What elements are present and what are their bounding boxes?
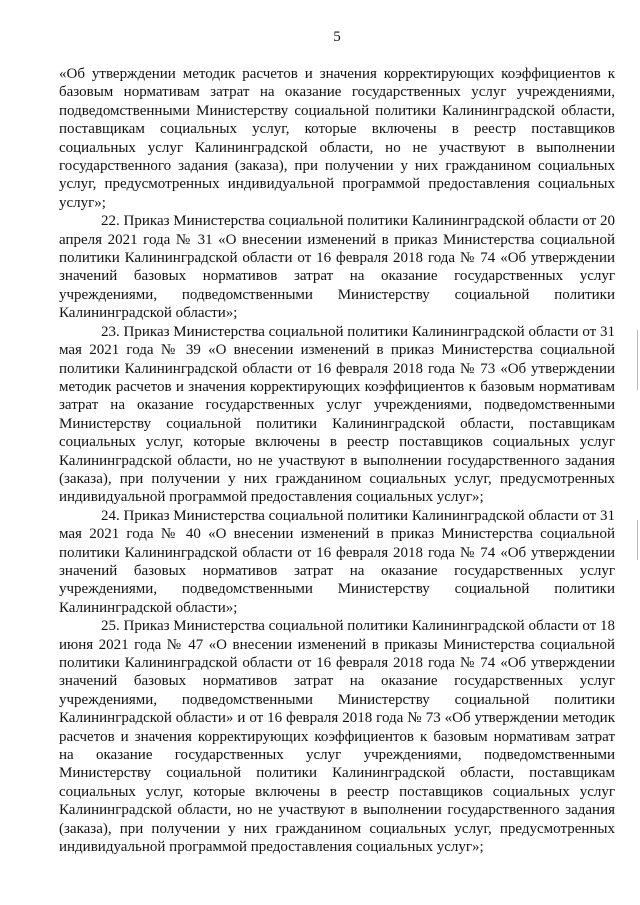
list-item-24: 24. Приказ Министерства социальной политики Калининградской области от 31 мая 2021 года № 40 «О внесении изменений в приказ Министерства социальной политики Калининградской области от 16 февраля 2018 года № 74 «Об утверждении значений базовых нормативов затрат на оказание государственных услуг учреждениями, подведомственными Министерству социальной политики Калининградской области»; — [59, 507, 615, 616]
list-item-25: 25. Приказ Министерства социальной политики Калининградской области от 18 июня 2021 года № 47 «О внесении изменений в приказы Министерства социальной политики Калининградской области от 16 февраля 2018 года № 74 «Об утверждении значений базовых нормативов затрат на оказание государственных услуг учреждениями, подведомственными Министерству социальной политики Калининградской области» и от 16 февраля 2018 года № 73 «Об утверждении методик расчетов и значения корректирующих коэффициентов к базовым нормативам затрат на оказание государственных услуг учреждениями, подведомственными Министерству социальной политики Калининградской области, поставщикам социальных услуг, которые включены в реестр поставщиков социальных услуг Калининградской области, но не участвуют в выполнении государственного задания (заказа), при получении у них гражданином социальных услуг, предусмотренных индивидуальной программой предоставления социальных услуг»; — [59, 618, 615, 856]
list-item-23: 23. Приказ Министерства социальной политики Калининградской области от 31 мая 2021 года № 39 «О внесении изменений в приказ Министерства социальной политики Калининградской области от 16 февраля 2018 года № 73 «Об утверждении методик расчетов и значения корректирующих коэффициентов к базовым нормативам затрат на оказание государственных услуг учреждениями, подведомственными Министерству социальной политики Калининградской области, поставщикам социальных услуг, которые включены в реестр поставщиков социальных услуг Калининградской области, но не участвуют в выполнении государственного задания (заказа), при получении у них гражданином социальных услуг, предусмотренных индивидуальной программой предоставления социальных услуг»; — [59, 323, 615, 506]
list-item-22: 22. Приказ Министерства социальной политики Калининградской области от 20 апреля 2021 года № 31 «О внесении изменений в приказ Министерства социальной политики Калининградской области от 16 февраля 2018 года № 74 «Об утверждении значений базовых нормативов затрат на оказание государственных услуг учреждениями, подведомственными Министерству социальной политики Калининградской области»; — [59, 213, 615, 322]
page-number: 5 — [333, 29, 341, 45]
scan-edge-mark — [637, 330, 638, 390]
scan-edge-mark — [637, 520, 638, 560]
document-page — [59, 28, 615, 856]
paragraph-continuation: «Об утверждении методик расчетов и значения корректирующих коэффициентов к базовым нормативам затрат на оказание государственных услуг учреждениями, подведомственными Министерству социальной политики Калининградской области, поставщикам социальных услуг, которые включены в реестр поставщиков социальных услуг Калининградской области, но не участвуют в выполнении государственного задания (заказа), при получении у них гражданином социальных услуг, предусмотренных индивидуальной программой предоставления социальных услуг»; — [59, 66, 615, 211]
